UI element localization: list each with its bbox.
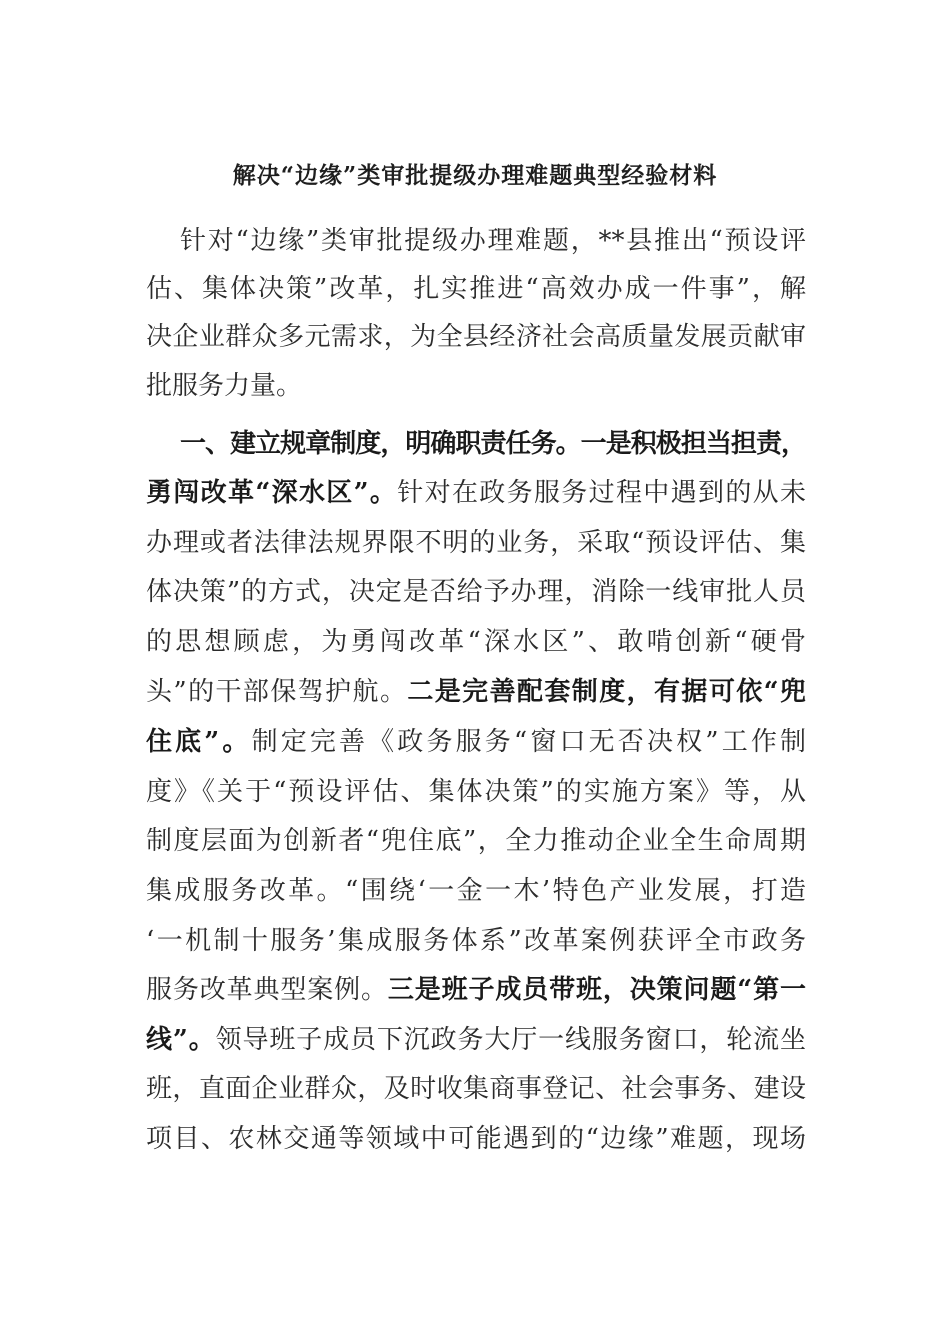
intro-line-3: 决企业群众多元需求，为全县经济社会高质量发展贡献审	[146, 322, 806, 352]
section1-line-7	[146, 722, 806, 762]
section1-line-12	[146, 970, 806, 1010]
section1-line-4: 体决策”的方式，决定是否给予办理，消除一线审批人员	[146, 577, 806, 607]
section1-line-5: 的思想顾虑，为勇闯改革“深水区”、敢啃创新“硬骨	[146, 627, 806, 657]
section1-line-14: 班，直面企业群众，及时收集商事登记、社会事务、建设	[146, 1074, 806, 1104]
section1-line-2-text: 针对在政务服务过程中遇到的从未	[397, 478, 806, 508]
section1-line-12-text: 服务改革典型案例。	[146, 975, 388, 1005]
section1-line-6	[146, 672, 806, 712]
section1-line-13-bold: 线”。	[146, 1025, 216, 1055]
section1-line-7-text: 制定完善《政务服务“窗口无否决权”工作制	[251, 727, 806, 757]
section1-line-7-bold: 住底”。	[146, 727, 252, 757]
intro-line-4: 批服务力量。	[146, 371, 303, 401]
section1-line-9: 制度层面为创新者“兜住底”，全力推动企业全生命周期	[146, 826, 806, 856]
section1-line-6-text: 头”的干部保驾护航。	[146, 677, 408, 707]
intro-line-2: 估、集体决策”改革，扎实推进“高效办成一件事”，解	[146, 274, 806, 304]
section1-line-10: 集成服务改革。“围绕‘一金一木’特色产业发展，打造	[146, 876, 806, 906]
section1-line-15: 项目、农林交通等领域中可能遇到的“边缘”难题，现场	[146, 1124, 806, 1154]
intro-line-1: 针对“边缘”类审批提级办理难题，**县推出“预设评	[180, 226, 806, 256]
section1-line-2-bold: 勇闯改革“深水区”。	[146, 478, 398, 508]
section1-line-2	[146, 473, 806, 513]
section1-line-6-bold: 二是完善配套制度，有据可依“兜	[407, 677, 806, 707]
section1-line-13-text: 领导班子成员下沉政务大厅一线服务窗口，轮流坐	[215, 1025, 806, 1055]
document-title: 解决“边缘”类审批提级办理难题典型经验材料	[232, 162, 718, 189]
section1-line-1: 一、建立规章制度，明确职责任务。一是积极担当担责，	[180, 429, 806, 459]
section1-line-3: 办理或者法律法规界限不明的业务，采取“预设评估、集	[146, 528, 806, 558]
section1-line-12-bold: 三是班子成员带班，决策问题“第一	[387, 975, 806, 1005]
section1-line-8: 度》《关于“预设评估、集体决策”的实施方案》等，从	[146, 777, 806, 807]
section1-line-11: ‘一机制十服务’集成服务体系”改革案例获评全市政务	[146, 926, 806, 956]
section1-line-13	[146, 1020, 806, 1060]
